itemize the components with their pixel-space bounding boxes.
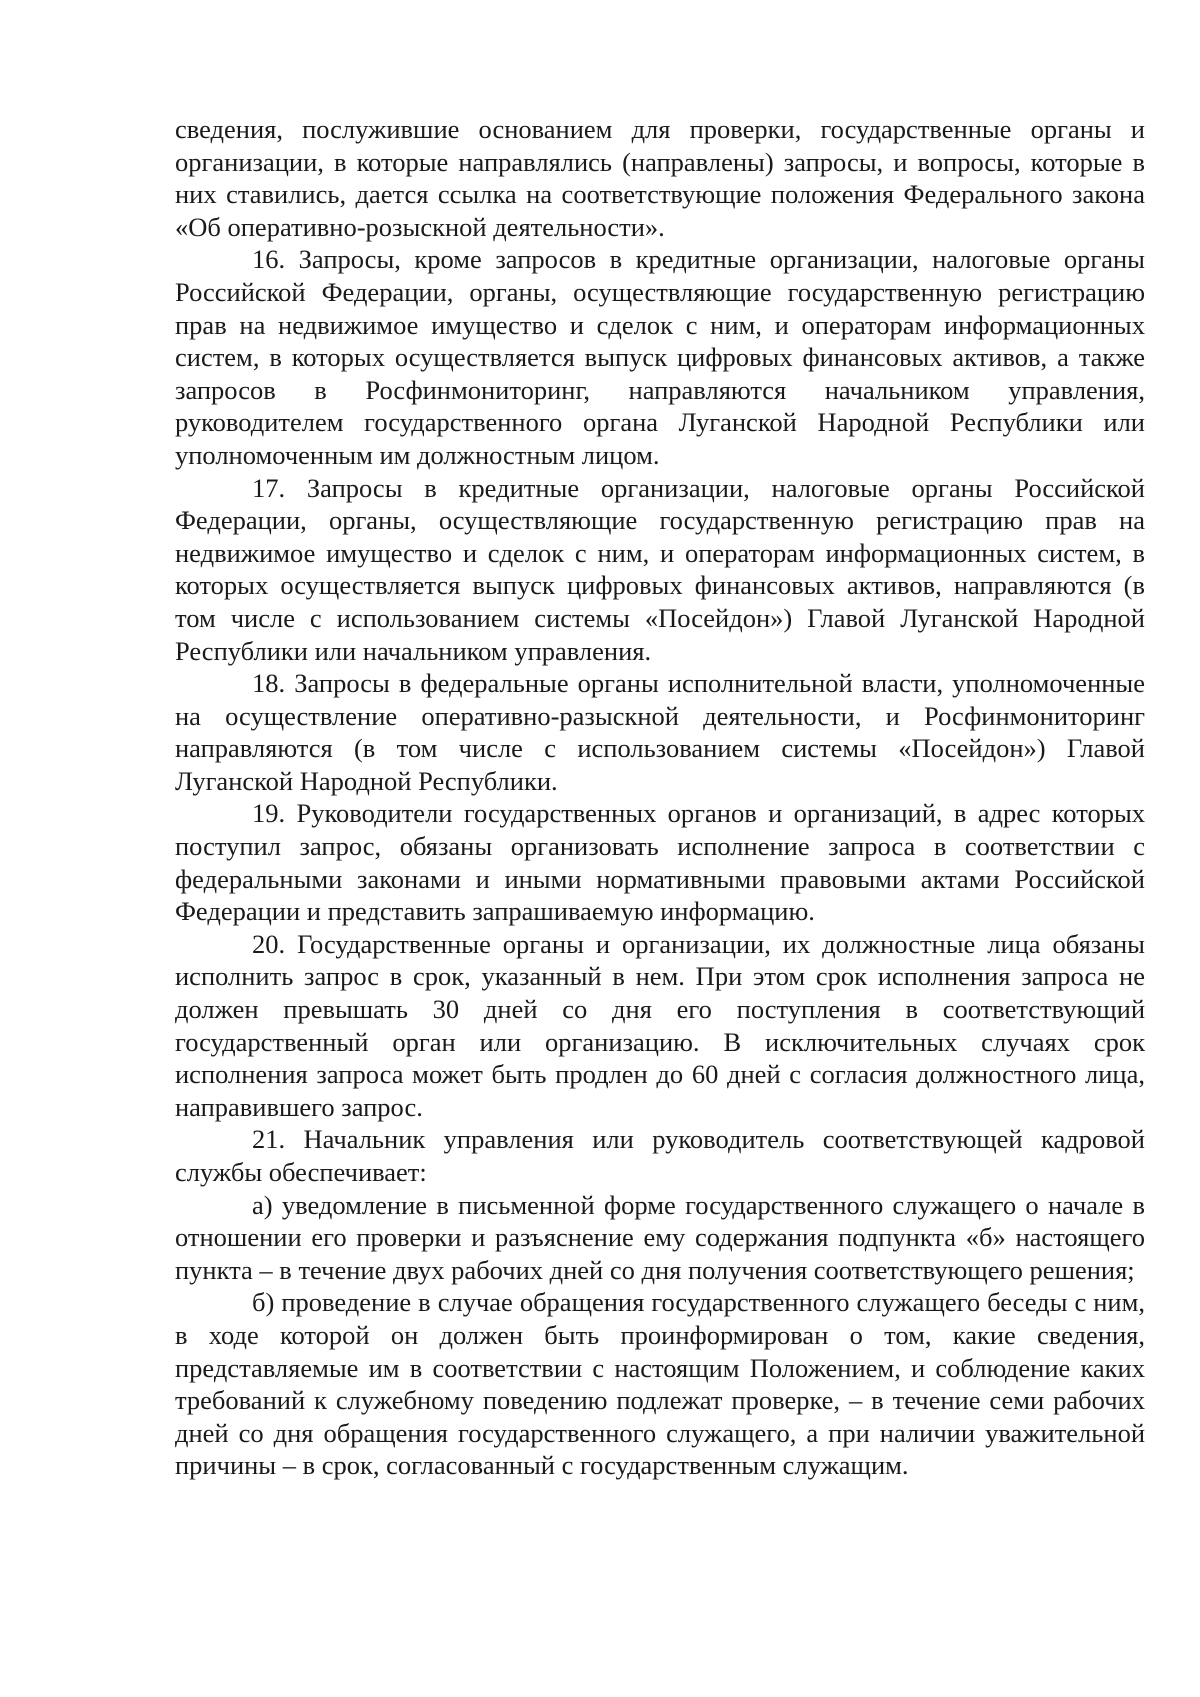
paragraph-item-19: 19. Руководители государственных органов и организаций, в адрес которых поступил запрос, обязаны организовать исполнение запроса в соответствии с федеральными законами и иными нормативными правовыми актами Российской Федерации и представить запрашиваемую информацию. — [175, 798, 1145, 927]
paragraph-item-17: 17. Запросы в кредитные организации, налоговые органы Российской Федерации, органы, осуществляющие государственную регистрацию прав на недвижимое имущество и сделок с ним, и операторам информационных систем, в которых осуществляется выпуск цифровых финансовых активов, направляются (в том числе с использованием системы «Посейдон») Главой Луганской Народной Республики или начальником управления. — [175, 472, 1145, 666]
paragraph-subitem-a: а) уведомление в письменной форме государственного служащего о начале в отношении его проверки и разъяснение ему содержания подпункта «б» настоящего пункта – в течение двух рабочих дней со дня получения соответствующего решения; — [175, 1189, 1145, 1285]
paragraph-item-21: 21. Начальник управления или руководитель соответствующей кадровой службы обеспечивает: — [175, 1124, 1145, 1187]
paragraph-subitem-b: б) проведение в случае обращения государственного служащего беседы с ним, в ходе которой он должен быть проинформирован о том, какие сведения, представляемые им в соответствии с настоящим Положением, и соблюдение каких требований к служебному поведению подлежат проверке, – в течение семи рабочих дней со дня обращения государственного служащего, а при наличии уважительной причины – в срок, согласованный с государственным служащим. — [175, 1287, 1145, 1481]
paragraph-item-16: 16. Запросы, кроме запросов в кредитные организации, налоговые органы Российской Федерации, органы, осуществляющие государственную регистрацию прав на недвижимое имущество и сделок с ним, и операторам информационных систем, в которых осуществляется выпуск цифровых финансовых активов, а также запросов в Росфинмониторинг, направляются начальником управления, руководителем государственного органа Луганской Народной Республики или уполномоченным им должностным лицом. — [175, 244, 1145, 470]
paragraph-continuation: сведения, послужившие основанием для проверки, государственные органы и организации, в которые направлялись (направлены) запросы, и вопросы, которые в них ставились, дается ссылка на соответствующие положения Федерального закона «Об оперативно-розыскной деятельности». — [175, 114, 1145, 242]
document-body — [175, 113, 1145, 1482]
paragraph-item-20: 20. Государственные органы и организации, их должностные лица обязаны исполнить запрос в срок, указанный в нем. При этом срок исполнения запроса не должен превышать 30 дней со дня его поступления в соответствующий государственный орган или организацию. В исключительных случаях срок исполнения запроса может быть продлен до 60 дней с согласия должностного лица, направившего запрос. — [175, 928, 1145, 1122]
paragraph-item-18: 18. Запросы в федеральные органы исполнительной власти, уполномоченные на осуществление оперативно-разыскной деятельности, и Росфинмониторинг направляются (в том числе с использованием системы «Посейдон») Главой Луганской Народной Республики. — [175, 668, 1145, 796]
